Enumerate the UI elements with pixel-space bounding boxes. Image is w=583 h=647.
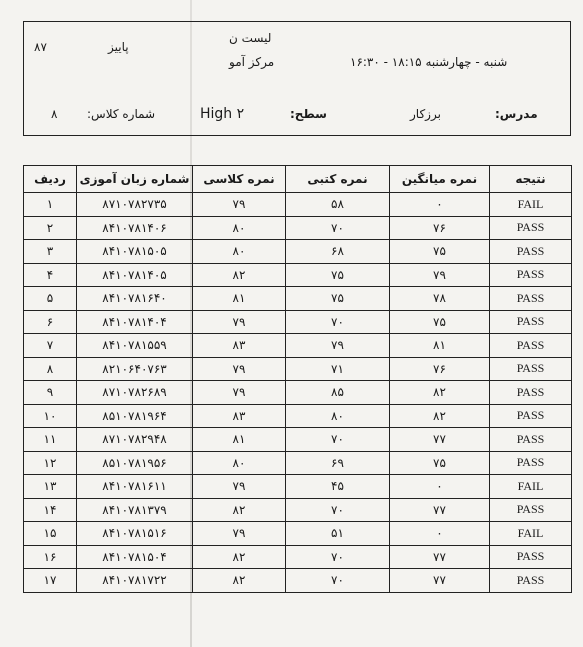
class-score-cell: ۸۲ xyxy=(193,569,286,593)
average-score-cell: ۷۹ xyxy=(390,263,490,287)
column-header-result: نتیجه xyxy=(490,166,572,193)
row-number-cell: ۱ xyxy=(24,193,77,217)
result-cell: PASS xyxy=(490,263,572,287)
average-score-cell: ۷۸ xyxy=(390,287,490,311)
row-number-cell: ۱۴ xyxy=(24,498,77,522)
written-score-cell: ۷۵ xyxy=(286,287,390,311)
average-score-cell: ۷۶ xyxy=(390,216,490,240)
class-score-cell: ۸۳ xyxy=(193,334,286,358)
column-header-student-id: شماره زبان آموزی xyxy=(77,166,193,193)
row-number-cell: ۱۲ xyxy=(24,451,77,475)
class-score-cell: ۷۹ xyxy=(193,522,286,546)
class-number-value: ۸ xyxy=(51,107,58,121)
student-id-cell: ۸۴۱۰۷۸۱۶۴۰ xyxy=(77,287,193,311)
class-score-cell: ۷۹ xyxy=(193,357,286,381)
table-body xyxy=(24,193,572,593)
row-number-cell: ۱۶ xyxy=(24,545,77,569)
student-count: ۸۷ xyxy=(34,40,47,54)
result-cell: PASS xyxy=(490,287,572,311)
table-row xyxy=(24,240,572,264)
row-number-cell: ۶ xyxy=(24,310,77,334)
student-id-cell: ۸۷۱۰۷۸۲۹۴۸ xyxy=(77,428,193,452)
student-id-cell: ۸۵۱۰۷۸۱۹۵۶ xyxy=(77,451,193,475)
student-id-cell: ۸۷۱۰۷۸۲۶۸۹ xyxy=(77,381,193,405)
average-score-cell: ۰ xyxy=(390,522,490,546)
result-cell: PASS xyxy=(490,216,572,240)
class-score-cell: ۸۲ xyxy=(193,545,286,569)
result-cell: FAIL xyxy=(490,522,572,546)
row-number-cell: ۸ xyxy=(24,357,77,381)
student-id-cell: ۸۴۱۰۷۸۱۵۰۴ xyxy=(77,545,193,569)
result-cell: PASS xyxy=(490,334,572,358)
row-number-cell: ۱۵ xyxy=(24,522,77,546)
written-score-cell: ۸۰ xyxy=(286,404,390,428)
row-number-cell: ۴ xyxy=(24,263,77,287)
student-id-cell: ۸۴۱۰۷۸۱۵۰۵ xyxy=(77,240,193,264)
result-cell: PASS xyxy=(490,404,572,428)
column-header-row-number: ردیف xyxy=(24,166,77,193)
class-score-cell: ۸۲ xyxy=(193,498,286,522)
table-row xyxy=(24,193,572,217)
result-cell: PASS xyxy=(490,428,572,452)
student-id-cell: ۸۷۱۰۷۸۲۷۳۵ xyxy=(77,193,193,217)
result-cell: PASS xyxy=(490,381,572,405)
result-cell: PASS xyxy=(490,545,572,569)
written-score-cell: ۷۱ xyxy=(286,357,390,381)
table-row xyxy=(24,263,572,287)
table-row xyxy=(24,428,572,452)
table-row xyxy=(24,357,572,381)
average-score-cell: ۸۲ xyxy=(390,404,490,428)
column-header-average-score: نمره میانگین xyxy=(390,166,490,193)
row-number-cell: ۳ xyxy=(24,240,77,264)
row-number-cell: ۹ xyxy=(24,381,77,405)
average-score-cell: ۷۷ xyxy=(390,545,490,569)
student-id-cell: ۸۴۱۰۷۸۱۴۰۴ xyxy=(77,310,193,334)
row-number-cell: ۱۰ xyxy=(24,404,77,428)
row-number-cell: ۱۷ xyxy=(24,569,77,593)
class-score-cell: ۸۱ xyxy=(193,428,286,452)
student-id-cell: ۸۴۱۰۷۸۱۴۰۶ xyxy=(77,216,193,240)
average-score-cell: ۰ xyxy=(390,475,490,499)
table-header-row xyxy=(24,166,572,193)
teacher-name: برزکار xyxy=(410,107,441,121)
written-score-cell: ۷۰ xyxy=(286,428,390,452)
result-cell: PASS xyxy=(490,357,572,381)
class-score-cell: ۸۰ xyxy=(193,451,286,475)
class-score-cell: ۷۹ xyxy=(193,381,286,405)
average-score-cell: ۷۵ xyxy=(390,451,490,475)
written-score-cell: ۵۸ xyxy=(286,193,390,217)
class-score-cell: ۷۹ xyxy=(193,475,286,499)
level-label: سطح: xyxy=(290,107,327,121)
written-score-cell: ۴۵ xyxy=(286,475,390,499)
average-score-cell: ۷۵ xyxy=(390,310,490,334)
table-row xyxy=(24,404,572,428)
student-id-cell: ۸۴۱۰۷۸۱۷۲۲ xyxy=(77,569,193,593)
class-score-cell: ۸۳ xyxy=(193,404,286,428)
student-id-cell: ۸۵۱۰۷۸۱۹۶۴ xyxy=(77,404,193,428)
average-score-cell: ۷۶ xyxy=(390,357,490,381)
class-number-label: شماره کلاس: xyxy=(87,107,156,121)
written-score-cell: ۶۹ xyxy=(286,451,390,475)
list-title: لیست ن xyxy=(229,31,272,45)
table-row xyxy=(24,287,572,311)
average-score-cell: ۷۷ xyxy=(390,569,490,593)
written-score-cell: ۷۰ xyxy=(286,545,390,569)
written-score-cell: ۶۸ xyxy=(286,240,390,264)
column-header-class-score: نمره کلاسی xyxy=(193,166,286,193)
written-score-cell: ۷۹ xyxy=(286,334,390,358)
class-score-cell: ۸۰ xyxy=(193,240,286,264)
result-cell: FAIL xyxy=(490,475,572,499)
result-cell: PASS xyxy=(490,310,572,334)
row-number-cell: ۷ xyxy=(24,334,77,358)
table-row xyxy=(24,216,572,240)
class-schedule: شنبه - چهارشنبه ۱۸:۱۵ - ۱۶:۳۰ xyxy=(350,55,508,69)
result-cell: FAIL xyxy=(490,193,572,217)
result-cell: PASS xyxy=(490,569,572,593)
result-cell: PASS xyxy=(490,498,572,522)
table-row xyxy=(24,310,572,334)
table-row xyxy=(24,522,572,546)
table-row xyxy=(24,451,572,475)
class-score-cell: ۸۱ xyxy=(193,287,286,311)
average-score-cell: ۰ xyxy=(390,193,490,217)
grades-table xyxy=(23,165,572,593)
table-row xyxy=(24,569,572,593)
written-score-cell: ۸۵ xyxy=(286,381,390,405)
row-number-cell: ۱۱ xyxy=(24,428,77,452)
class-score-cell: ۸۲ xyxy=(193,263,286,287)
class-info-box xyxy=(23,21,571,136)
written-score-cell: ۷۰ xyxy=(286,216,390,240)
student-id-cell: ۸۴۱۰۷۸۱۵۱۶ xyxy=(77,522,193,546)
table-row xyxy=(24,381,572,405)
student-id-cell: ۸۴۱۰۷۸۱۴۰۵ xyxy=(77,263,193,287)
average-score-cell: ۷۵ xyxy=(390,240,490,264)
class-score-cell: ۷۹ xyxy=(193,193,286,217)
average-score-cell: ۸۲ xyxy=(390,381,490,405)
class-score-cell: ۷۹ xyxy=(193,310,286,334)
student-id-cell: ۸۴۱۰۷۸۱۶۱۱ xyxy=(77,475,193,499)
row-number-cell: ۲ xyxy=(24,216,77,240)
table-row xyxy=(24,334,572,358)
table-row xyxy=(24,545,572,569)
written-score-cell: ۷۰ xyxy=(286,498,390,522)
column-header-written-score: نمره کتبی xyxy=(286,166,390,193)
student-id-cell: ۸۴۱۰۷۸۱۳۷۹ xyxy=(77,498,193,522)
class-score-cell: ۸۰ xyxy=(193,216,286,240)
center-label: مرکز آمو xyxy=(229,55,275,69)
teacher-label: مدرس: xyxy=(495,107,538,121)
row-number-cell: ۵ xyxy=(24,287,77,311)
average-score-cell: ۸۱ xyxy=(390,334,490,358)
result-cell: PASS xyxy=(490,240,572,264)
written-score-cell: ۵۱ xyxy=(286,522,390,546)
term-label: پاییز xyxy=(108,40,129,54)
table-row xyxy=(24,475,572,499)
student-id-cell: ۸۴۱۰۷۸۱۵۵۹ xyxy=(77,334,193,358)
written-score-cell: ۷۰ xyxy=(286,569,390,593)
student-id-cell: ۸۲۱۰۶۴۰۷۶۳ xyxy=(77,357,193,381)
written-score-cell: ۷۵ xyxy=(286,263,390,287)
row-number-cell: ۱۳ xyxy=(24,475,77,499)
written-score-cell: ۷۰ xyxy=(286,310,390,334)
average-score-cell: ۷۷ xyxy=(390,498,490,522)
level-value: High ۲ xyxy=(200,106,245,122)
average-score-cell: ۷۷ xyxy=(390,428,490,452)
result-cell: PASS xyxy=(490,451,572,475)
table-row xyxy=(24,498,572,522)
